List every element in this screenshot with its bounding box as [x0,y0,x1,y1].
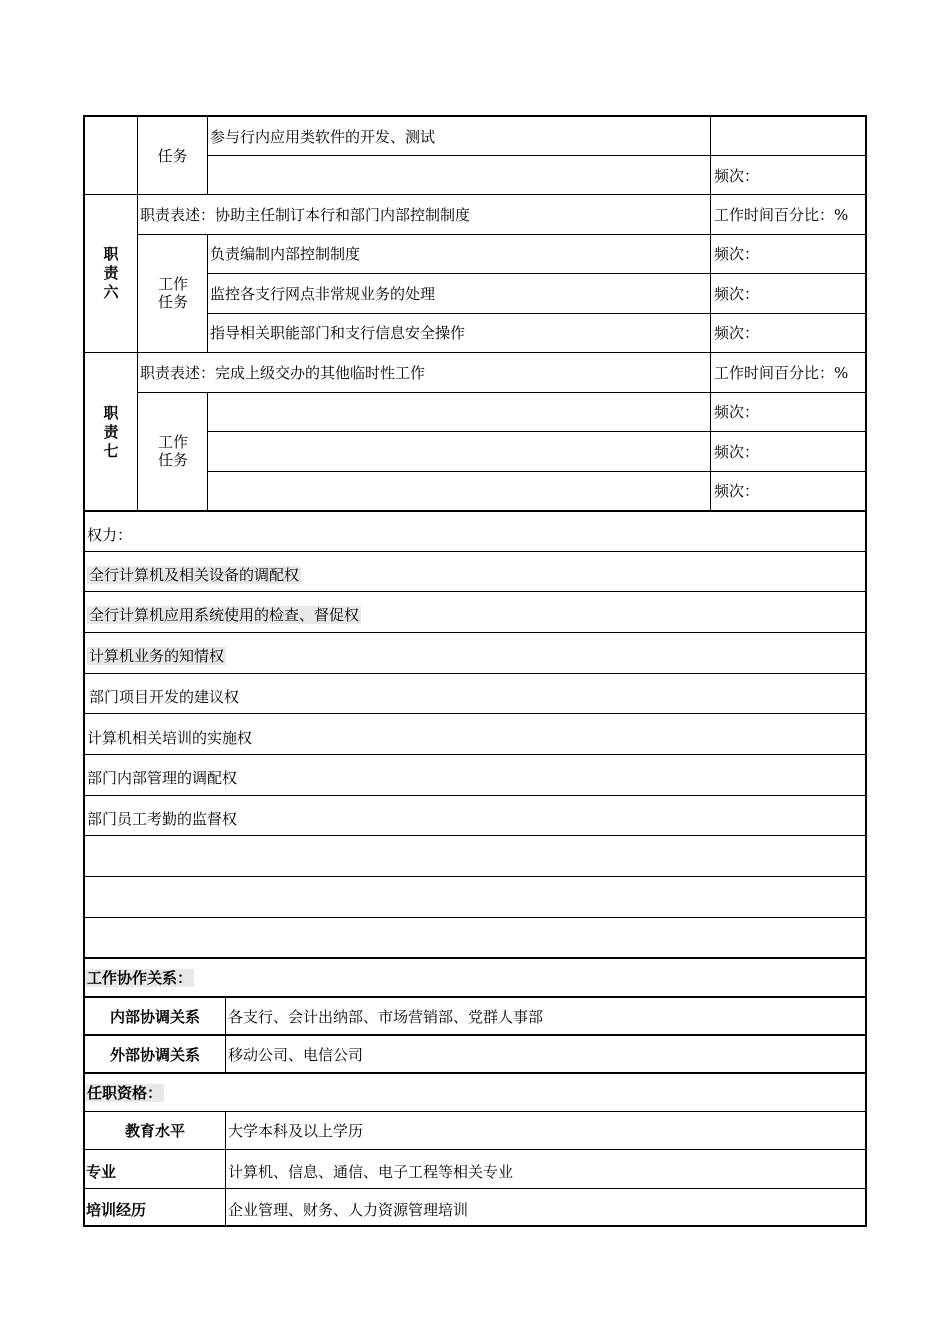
authority-item: 部门项目开发的建议权 [89,688,240,706]
authority-item: 部门内部管理的调配权 [87,769,238,787]
authority-heading: 权力： [87,526,133,544]
task-label: 任务 [157,147,188,165]
education-label: 教育水平 [124,1122,185,1140]
task-row-text: 负责编制内部控制制度 [210,245,361,263]
duty-six-time-pct: 工作时间百分比：% [714,206,849,224]
duty-seven-statement: 职责表述：完成上级交办的其他临时性工作 [140,364,426,382]
task-row-freq: 频次： [714,285,760,303]
duty-seven-time-pct: 工作时间百分比：% [714,364,849,382]
authority-item: 全行计算机及相关设备的调配权 [89,566,300,584]
task-row-text: 指导相关职能部门和支行信息安全操作 [210,324,466,342]
external-coordination-value: 移动公司、电信公司 [228,1046,364,1064]
education-value: 大学本科及以上学历 [228,1122,364,1140]
duty-six-label: 职责六 [103,245,119,301]
training-value: 企业管理、财务、人力资源管理培训 [228,1201,469,1219]
qualifications-heading: 任职资格： [87,1084,163,1102]
authority-item: 计算机相关培训的实施权 [87,729,253,747]
task-row-text: 监控各支行网点非常规业务的处理 [210,285,436,303]
authority-item: 部门员工考勤的监督权 [87,810,238,828]
task-row-text: 参与行内应用类软件的开发、测试 [210,128,436,146]
task-row-freq: 频次： [714,403,760,421]
authority-item: 全行计算机应用系统使用的检查、督促权 [89,606,360,624]
cooperation-heading: 工作协作关系： [87,969,193,987]
task-row-freq: 频次： [714,245,760,263]
internal-coordination-value: 各支行、会计出纳部、市场营销部、党群人事部 [228,1008,544,1026]
task-row-freq: 频次： [714,482,760,500]
duty-six-statement: 职责表述：协助主任制订本行和部门内部控制制度 [140,206,471,224]
duty-seven-label: 职责七 [103,404,119,460]
task-row-freq: 频次： [714,167,760,185]
training-label: 培训经历 [86,1201,147,1219]
major-value: 计算机、信息、通信、电子工程等相关专业 [228,1163,514,1181]
external-coordination-label: 外部协调关系 [109,1046,200,1064]
authority-item: 计算机业务的知情权 [89,647,225,665]
internal-coordination-label: 内部协调关系 [109,1008,200,1026]
task-row-freq: 频次： [714,443,760,461]
major-label: 专业 [86,1163,117,1181]
duty-six-task-label: 工作任务 [157,275,188,311]
task-row-freq: 频次： [714,324,760,342]
duty-seven-task-label: 工作任务 [157,433,188,469]
